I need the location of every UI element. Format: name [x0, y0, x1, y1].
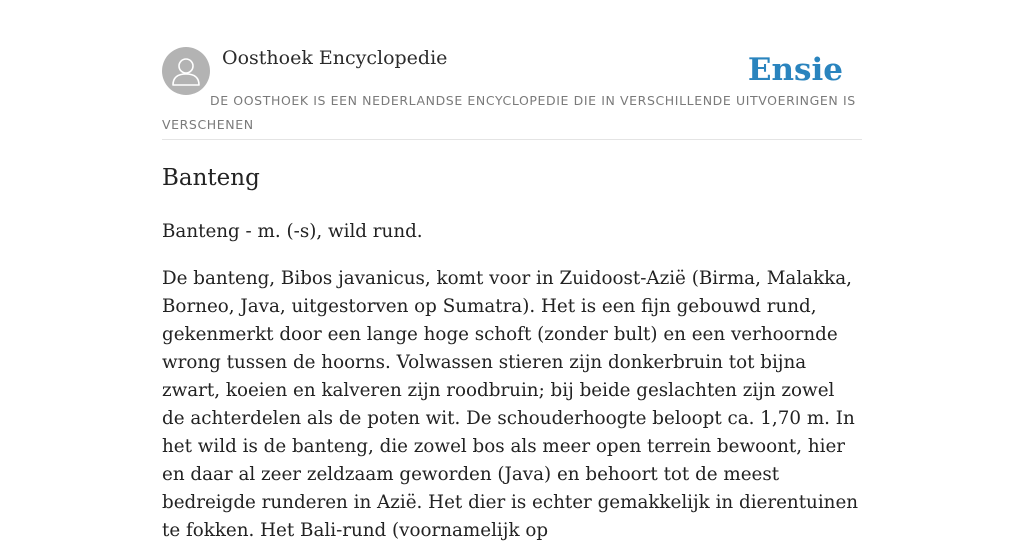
- article-body: De banteng, Bibos javanicus, komt voor in Zuidoost-Azië (Birma, Malakka, Borneo, Java, uitgestorven op Sumatra). Het is een fijn gebouwd rund, gekenmerkt door een lange hoge schoft (zonder bult) en een verhoornde wrong tussen de hoorns. Volwassen stieren zijn donkerbruin tot bijna zwart, koeien en kalveren zijn roodbruin; bij beide geslachten zijn zowel de achterdelen als de poten wit. De schouderhoogte beloopt ca. 1,70 m. In het wild is de banteng, die zowel bos als meer open terrein bewoont, hier en daar al zeer zeldzaam geworden (Java) en behoort tot de meest bedreigde runderen in Azië. Het dier is echter gemakkelijk in dierentuinen te fokken. Het Bali-rund (voornamelijk op: [162, 268, 859, 541]
- site-title[interactable]: Oosthoek Encyclopedie: [222, 47, 448, 69]
- user-avatar-icon[interactable]: [162, 47, 210, 95]
- site-header: [162, 44, 862, 140]
- user-avatar-icon-graphic: [162, 47, 210, 95]
- site-tagline: DE OOSTHOEK IS EEN NEDERLANDSE ENCYCLOPEDIE DIE IN VERSCHILLENDE UITVOERINGEN IS VERSCHENEN: [162, 93, 856, 132]
- brand-logo[interactable]: Ensie: [747, 52, 843, 88]
- article-lead: Banteng - m. (-s), wild rund.: [162, 221, 423, 242]
- article-title: Banteng: [162, 165, 260, 191]
- article: [162, 160, 862, 545]
